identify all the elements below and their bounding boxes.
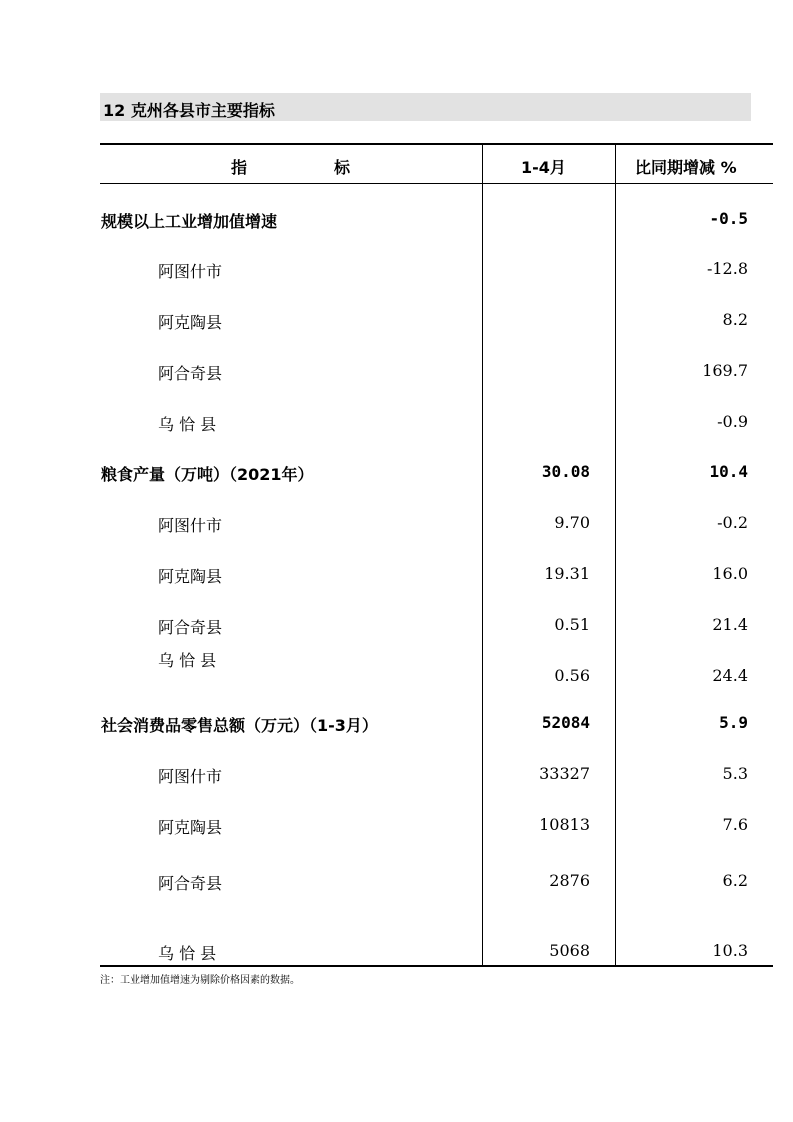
table-row <box>0 764 793 788</box>
county-value: 9.70 <box>554 513 590 532</box>
table-row <box>0 310 793 334</box>
section-label: 社会消费品零售总额（万元）（1-3月） <box>101 716 378 735</box>
county-label: 阿合奇县 <box>158 364 223 383</box>
county-value: 10813 <box>539 815 590 834</box>
section-change: 5.9 <box>719 713 748 732</box>
section-row-retail <box>0 713 793 737</box>
county-change: 21.4 <box>712 615 748 634</box>
section-change: -0.5 <box>709 209 748 228</box>
table-row <box>0 615 793 639</box>
county-change: -0.9 <box>717 412 748 431</box>
county-change: -12.8 <box>706 259 748 278</box>
table-row <box>0 259 793 283</box>
header-change: 比同期增减 % <box>635 158 737 177</box>
section-label: 规模以上工业增加值增速 <box>101 212 278 231</box>
header-period: 1-4月 <box>521 158 566 177</box>
section-label: 粮食产量（万吨）（2021年） <box>101 465 314 484</box>
county-label: 阿图什市 <box>158 516 223 535</box>
county-value: 19.31 <box>544 564 590 583</box>
county-change: 16.0 <box>712 564 748 583</box>
header-bottom-rule <box>100 183 773 184</box>
table-bottom-rule <box>100 965 773 967</box>
section-value: 52084 <box>541 713 590 732</box>
section-value: 30.08 <box>541 462 590 481</box>
county-label: 乌 恰 县 <box>158 415 217 434</box>
table-row-values <box>0 666 793 690</box>
county-change: 10.3 <box>712 941 748 960</box>
table-row <box>0 564 793 588</box>
county-change: 5.3 <box>722 764 748 783</box>
county-change: 24.4 <box>712 666 748 685</box>
section-row-industrial <box>0 209 793 233</box>
county-change: -0.2 <box>717 513 748 532</box>
table-row <box>0 871 793 895</box>
county-label: 阿图什市 <box>158 262 223 281</box>
section-row-grain <box>0 462 793 486</box>
header-indicator-1: 指 <box>231 158 248 177</box>
table-row <box>0 815 793 839</box>
county-value: 0.51 <box>554 615 590 634</box>
county-label: 阿合奇县 <box>158 618 223 637</box>
county-value: 2876 <box>549 871 590 890</box>
table-top-rule <box>100 143 773 145</box>
county-label: 阿克陶县 <box>158 313 223 332</box>
county-change: 6.2 <box>722 871 748 890</box>
header-indicator-2: 标 <box>334 158 351 177</box>
county-change: 169.7 <box>702 361 748 380</box>
table-title: 12 克州各县市主要指标 <box>103 101 275 120</box>
county-value: 5068 <box>549 941 590 960</box>
county-label: 乌 恰 县 <box>158 944 217 963</box>
table-row <box>0 513 793 537</box>
county-label: 阿克陶县 <box>158 567 223 586</box>
county-change: 7.6 <box>722 815 748 834</box>
county-value: 33327 <box>539 764 590 783</box>
table-row <box>0 412 793 436</box>
county-label: 阿合奇县 <box>158 874 223 893</box>
county-label: 乌 恰 县 <box>158 651 217 670</box>
footnote: 注：工业增加值增速为剔除价格因素的数据。 <box>100 975 300 986</box>
county-label: 阿图什市 <box>158 767 223 786</box>
county-change: 8.2 <box>722 310 748 329</box>
table-row <box>0 361 793 385</box>
county-label: 阿克陶县 <box>158 818 223 837</box>
table-title-bar <box>100 93 751 121</box>
section-change: 10.4 <box>709 462 748 481</box>
table-row <box>0 941 793 965</box>
county-value: 0.56 <box>554 666 590 685</box>
